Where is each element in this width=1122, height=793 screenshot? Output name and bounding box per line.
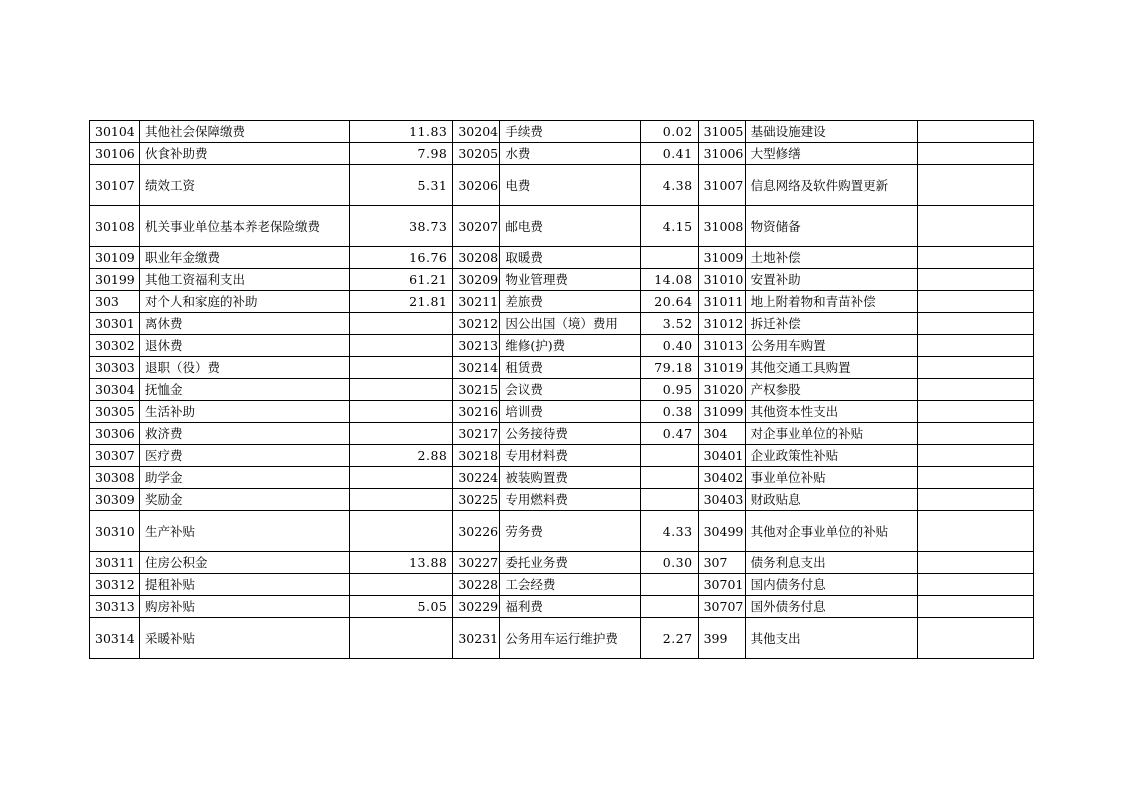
item-amount-cell [640, 596, 698, 618]
item-amount-cell [350, 489, 453, 511]
item-name-cell: 产权参股 [745, 379, 917, 401]
item-name-cell: 医疗费 [140, 445, 350, 467]
item-code-cell: 30213 [453, 335, 500, 357]
item-amount-cell: 0.02 [640, 121, 698, 143]
item-code-cell: 31020 [698, 379, 745, 401]
table-row [90, 445, 1034, 467]
item-name-cell: 其他对企事业单位的补贴 [745, 511, 917, 552]
item-amount-cell [350, 357, 453, 379]
item-name-cell: 培训费 [500, 401, 640, 423]
item-code-cell: 30305 [90, 401, 140, 423]
item-code-cell: 30231 [453, 618, 500, 659]
item-name-cell: 救济费 [140, 423, 350, 445]
item-amount-cell [640, 489, 698, 511]
item-amount-cell [917, 552, 1033, 574]
item-amount-cell: 20.64 [640, 291, 698, 313]
item-amount-cell [917, 511, 1033, 552]
item-amount-cell: 11.83 [350, 121, 453, 143]
item-amount-cell: 79.18 [640, 357, 698, 379]
item-amount-cell [917, 247, 1033, 269]
item-name-cell: 委托业务费 [500, 552, 640, 574]
item-amount-cell: 61.21 [350, 269, 453, 291]
item-amount-cell [350, 618, 453, 659]
item-amount-cell: 38.73 [350, 206, 453, 247]
item-name-cell: 差旅费 [500, 291, 640, 313]
item-code-cell: 30215 [453, 379, 500, 401]
item-code-cell: 30108 [90, 206, 140, 247]
item-code-cell: 30401 [698, 445, 745, 467]
item-code-cell: 30301 [90, 313, 140, 335]
item-code-cell: 30311 [90, 552, 140, 574]
item-name-cell: 住房公积金 [140, 552, 350, 574]
item-name-cell: 安置补助 [745, 269, 917, 291]
item-code-cell: 399 [698, 618, 745, 659]
item-amount-cell: 5.31 [350, 165, 453, 206]
item-name-cell: 专用燃料费 [500, 489, 640, 511]
item-amount-cell [640, 467, 698, 489]
item-name-cell: 物资储备 [745, 206, 917, 247]
item-amount-cell: 2.88 [350, 445, 453, 467]
item-amount-cell [917, 596, 1033, 618]
item-amount-cell: 0.41 [640, 143, 698, 165]
item-name-cell: 邮电费 [500, 206, 640, 247]
table-row [90, 574, 1034, 596]
item-amount-cell [917, 423, 1033, 445]
item-amount-cell [350, 423, 453, 445]
item-name-cell: 公务用车运行维护费 [500, 618, 640, 659]
item-code-cell: 30107 [90, 165, 140, 206]
table-row [90, 489, 1034, 511]
item-name-cell: 对个人和家庭的补助 [140, 291, 350, 313]
item-code-cell: 30225 [453, 489, 500, 511]
item-code-cell: 30403 [698, 489, 745, 511]
item-code-cell: 30205 [453, 143, 500, 165]
item-amount-cell: 0.95 [640, 379, 698, 401]
item-name-cell: 电费 [500, 165, 640, 206]
item-name-cell: 助学金 [140, 467, 350, 489]
item-name-cell: 其他交通工具购置 [745, 357, 917, 379]
item-name-cell: 职业年金缴费 [140, 247, 350, 269]
item-amount-cell: 16.76 [350, 247, 453, 269]
item-amount-cell [917, 401, 1033, 423]
item-name-cell: 国内债务付息 [745, 574, 917, 596]
table-row [90, 379, 1034, 401]
item-name-cell: 公务用车购置 [745, 335, 917, 357]
item-code-cell: 30314 [90, 618, 140, 659]
item-code-cell: 30109 [90, 247, 140, 269]
item-amount-cell: 0.40 [640, 335, 698, 357]
item-code-cell: 30104 [90, 121, 140, 143]
item-code-cell: 31011 [698, 291, 745, 313]
item-code-cell: 30312 [90, 574, 140, 596]
item-amount-cell: 4.38 [640, 165, 698, 206]
item-amount-cell [917, 143, 1033, 165]
item-name-cell: 事业单位补贴 [745, 467, 917, 489]
item-code-cell: 30204 [453, 121, 500, 143]
item-name-cell: 物业管理费 [500, 269, 640, 291]
item-name-cell: 退休费 [140, 335, 350, 357]
item-name-cell: 提租补贴 [140, 574, 350, 596]
table-row [90, 143, 1034, 165]
item-name-cell: 国外债务付息 [745, 596, 917, 618]
item-name-cell: 绩效工资 [140, 165, 350, 206]
item-name-cell: 专用材料费 [500, 445, 640, 467]
item-name-cell: 生活补助 [140, 401, 350, 423]
item-code-cell: 31019 [698, 357, 745, 379]
item-code-cell: 30199 [90, 269, 140, 291]
item-code-cell: 30306 [90, 423, 140, 445]
item-code-cell: 31009 [698, 247, 745, 269]
item-code-cell: 30206 [453, 165, 500, 206]
item-code-cell: 30214 [453, 357, 500, 379]
item-name-cell: 大型修缮 [745, 143, 917, 165]
table-row [90, 313, 1034, 335]
item-code-cell: 30212 [453, 313, 500, 335]
table-row [90, 121, 1034, 143]
item-code-cell: 31012 [698, 313, 745, 335]
item-code-cell: 30106 [90, 143, 140, 165]
table-row [90, 596, 1034, 618]
item-code-cell: 30307 [90, 445, 140, 467]
item-amount-cell [917, 574, 1033, 596]
item-amount-cell [917, 489, 1033, 511]
table-row [90, 269, 1034, 291]
item-code-cell: 31099 [698, 401, 745, 423]
table-row [90, 467, 1034, 489]
item-code-cell: 31010 [698, 269, 745, 291]
item-code-cell: 31006 [698, 143, 745, 165]
item-code-cell: 30701 [698, 574, 745, 596]
table-row [90, 247, 1034, 269]
item-name-cell: 对企事业单位的补贴 [745, 423, 917, 445]
item-code-cell: 30308 [90, 467, 140, 489]
table-row [90, 165, 1034, 206]
item-name-cell: 奖励金 [140, 489, 350, 511]
table-row [90, 552, 1034, 574]
item-amount-cell: 13.88 [350, 552, 453, 574]
item-code-cell: 30217 [453, 423, 500, 445]
item-name-cell: 伙食补助费 [140, 143, 350, 165]
item-name-cell: 企业政策性补贴 [745, 445, 917, 467]
item-name-cell: 公务接待费 [500, 423, 640, 445]
table-body [90, 121, 1034, 659]
item-code-cell: 30309 [90, 489, 140, 511]
item-code-cell: 30208 [453, 247, 500, 269]
expenditure-classification-table [89, 120, 1034, 659]
table-row [90, 423, 1034, 445]
item-code-cell: 30313 [90, 596, 140, 618]
item-amount-cell [350, 401, 453, 423]
item-amount-cell [917, 165, 1033, 206]
item-code-cell: 304 [698, 423, 745, 445]
item-amount-cell [917, 467, 1033, 489]
item-code-cell: 30226 [453, 511, 500, 552]
item-name-cell: 债务利息支出 [745, 552, 917, 574]
item-name-cell: 维修(护)费 [500, 335, 640, 357]
item-name-cell: 福利费 [500, 596, 640, 618]
item-amount-cell: 21.81 [350, 291, 453, 313]
item-code-cell: 31013 [698, 335, 745, 357]
item-name-cell: 退职（役）费 [140, 357, 350, 379]
item-amount-cell [917, 313, 1033, 335]
item-amount-cell [917, 445, 1033, 467]
item-amount-cell [917, 357, 1033, 379]
item-amount-cell: 2.27 [640, 618, 698, 659]
item-amount-cell [640, 247, 698, 269]
table-row [90, 401, 1034, 423]
item-code-cell: 30302 [90, 335, 140, 357]
item-code-cell: 30303 [90, 357, 140, 379]
item-amount-cell [917, 291, 1033, 313]
item-code-cell: 303 [90, 291, 140, 313]
item-amount-cell [350, 335, 453, 357]
table-row [90, 335, 1034, 357]
item-code-cell: 30229 [453, 596, 500, 618]
item-name-cell: 被装购置费 [500, 467, 640, 489]
item-code-cell: 30310 [90, 511, 140, 552]
item-amount-cell [917, 335, 1033, 357]
item-name-cell: 租赁费 [500, 357, 640, 379]
item-amount-cell [917, 269, 1033, 291]
table-row [90, 357, 1034, 379]
item-name-cell: 其他支出 [745, 618, 917, 659]
item-name-cell: 工会经费 [500, 574, 640, 596]
item-name-cell: 财政贴息 [745, 489, 917, 511]
item-code-cell: 31008 [698, 206, 745, 247]
item-code-cell: 30216 [453, 401, 500, 423]
item-name-cell: 离休费 [140, 313, 350, 335]
item-code-cell: 30211 [453, 291, 500, 313]
item-amount-cell [350, 574, 453, 596]
item-name-cell: 采暖补贴 [140, 618, 350, 659]
item-amount-cell [917, 206, 1033, 247]
item-name-cell: 劳务费 [500, 511, 640, 552]
item-name-cell: 机关事业单位基本养老保险缴费 [140, 206, 350, 247]
item-name-cell: 取暖费 [500, 247, 640, 269]
table-row [90, 618, 1034, 659]
item-code-cell: 30402 [698, 467, 745, 489]
item-name-cell: 其他社会保障缴费 [140, 121, 350, 143]
item-name-cell: 其他资本性支出 [745, 401, 917, 423]
item-amount-cell [350, 467, 453, 489]
item-code-cell: 30707 [698, 596, 745, 618]
item-code-cell: 31007 [698, 165, 745, 206]
item-code-cell: 30499 [698, 511, 745, 552]
item-amount-cell [350, 511, 453, 552]
item-code-cell: 30209 [453, 269, 500, 291]
item-code-cell: 30227 [453, 552, 500, 574]
item-name-cell: 其他工资福利支出 [140, 269, 350, 291]
item-name-cell: 会议费 [500, 379, 640, 401]
item-amount-cell [917, 121, 1033, 143]
item-name-cell: 土地补偿 [745, 247, 917, 269]
item-name-cell: 手续费 [500, 121, 640, 143]
item-name-cell: 拆迁补偿 [745, 313, 917, 335]
table-row [90, 291, 1034, 313]
item-amount-cell [917, 379, 1033, 401]
item-code-cell: 307 [698, 552, 745, 574]
item-code-cell: 30304 [90, 379, 140, 401]
item-amount-cell [640, 574, 698, 596]
item-amount-cell: 4.33 [640, 511, 698, 552]
item-amount-cell [350, 379, 453, 401]
item-code-cell: 30228 [453, 574, 500, 596]
item-amount-cell: 14.08 [640, 269, 698, 291]
item-amount-cell [350, 313, 453, 335]
item-code-cell: 31005 [698, 121, 745, 143]
item-amount-cell [917, 618, 1033, 659]
item-name-cell: 因公出国（境）费用 [500, 313, 640, 335]
item-code-cell: 30224 [453, 467, 500, 489]
item-name-cell: 信息网络及软件购置更新 [745, 165, 917, 206]
item-name-cell: 地上附着物和青苗补偿 [745, 291, 917, 313]
table-row [90, 511, 1034, 552]
item-amount-cell [640, 445, 698, 467]
item-amount-cell: 0.47 [640, 423, 698, 445]
item-amount-cell: 3.52 [640, 313, 698, 335]
item-name-cell: 抚恤金 [140, 379, 350, 401]
item-amount-cell: 0.38 [640, 401, 698, 423]
item-amount-cell: 7.98 [350, 143, 453, 165]
item-code-cell: 30218 [453, 445, 500, 467]
item-name-cell: 基础设施建设 [745, 121, 917, 143]
item-code-cell: 30207 [453, 206, 500, 247]
item-name-cell: 水费 [500, 143, 640, 165]
table-row [90, 206, 1034, 247]
item-name-cell: 生产补贴 [140, 511, 350, 552]
item-amount-cell: 0.30 [640, 552, 698, 574]
item-amount-cell: 5.05 [350, 596, 453, 618]
item-name-cell: 购房补贴 [140, 596, 350, 618]
item-amount-cell: 4.15 [640, 206, 698, 247]
